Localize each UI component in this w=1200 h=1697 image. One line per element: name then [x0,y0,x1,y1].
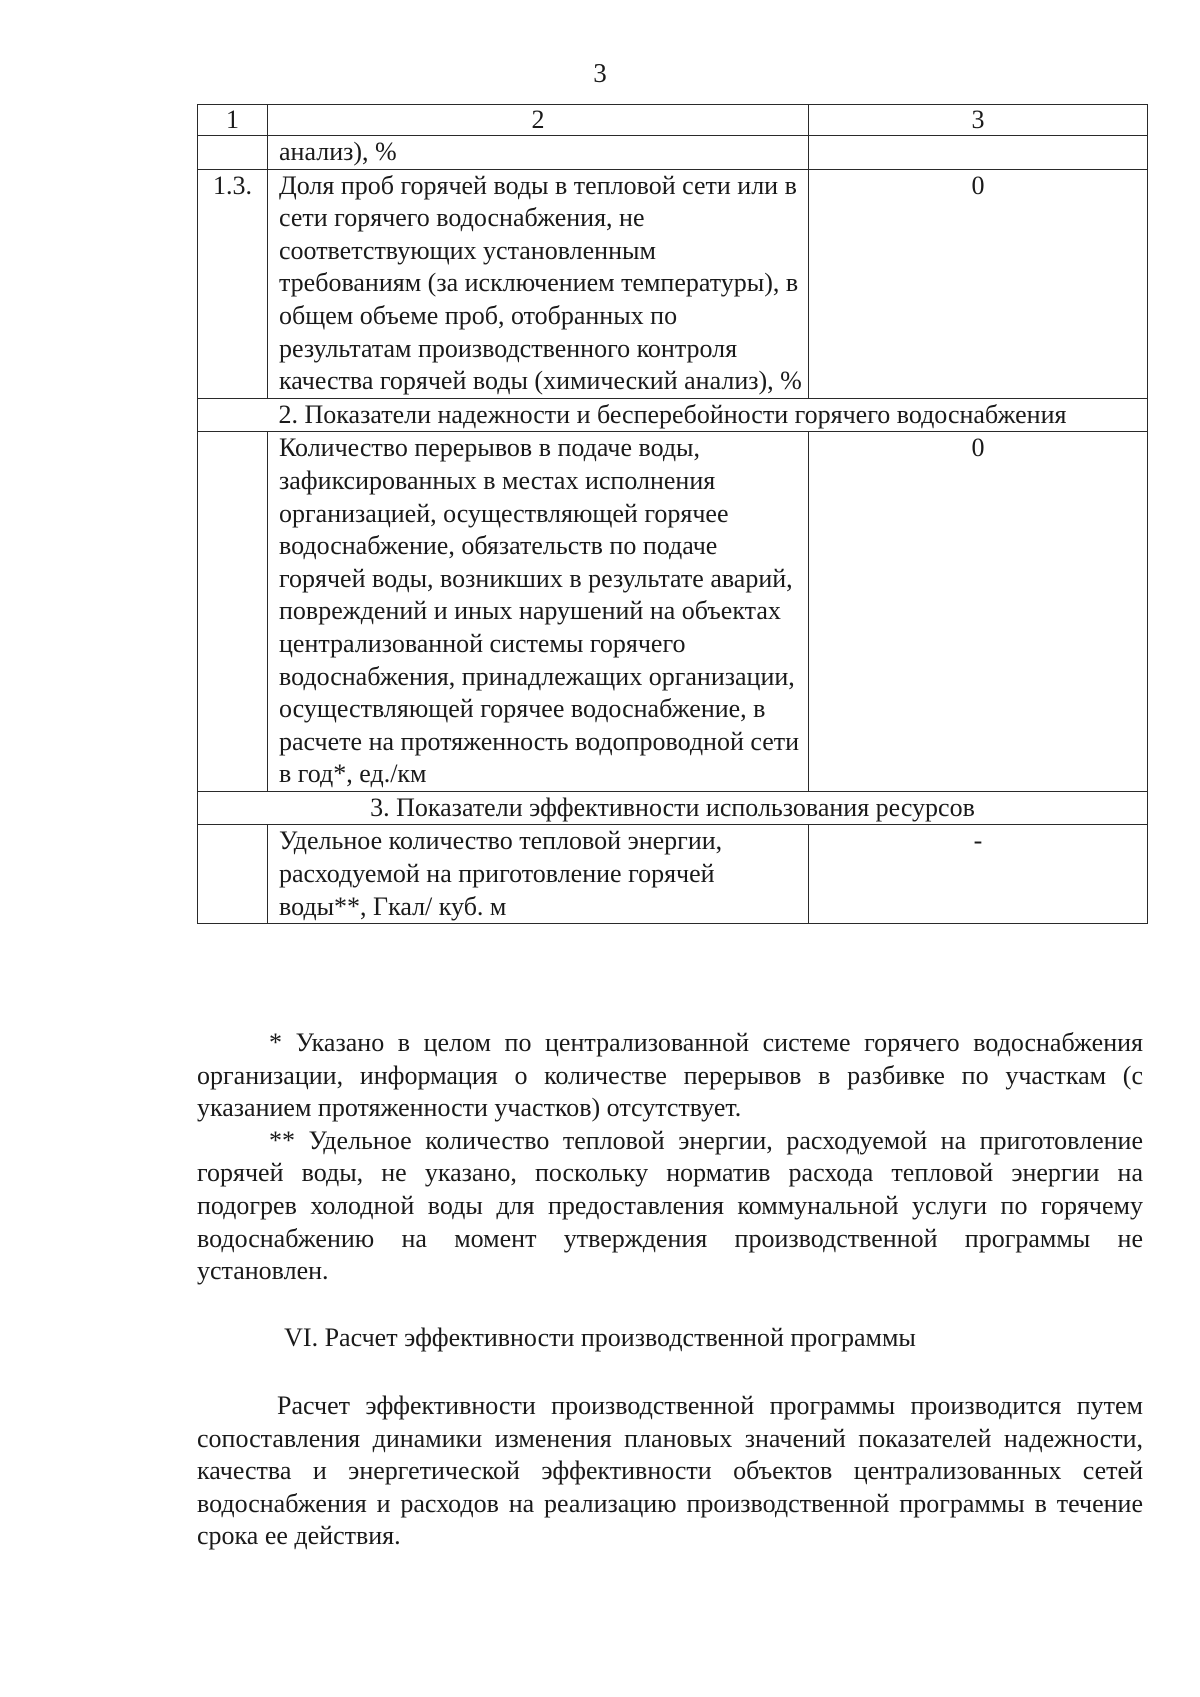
row-number: 1.3. [198,169,268,398]
indicator-value [809,136,1148,170]
indicator-name: Доля проб горячей воды в тепловой сети или в сети горячего водоснабжения, не соответствующих установленным требованиям (за исключением температуры), в общем объеме проб, отобранных по результатам производственного контроля качества горячей воды (химический анализ), % [268,169,809,398]
page-number: 3 [593,58,607,88]
body-paragraph: Расчет эффективности производственной программы производится путем сопоставления динамики изменения плановых значений показателей надежности, качества и энергетической эффективности объектов централизованных сетей водоснабжения и расходов на реализацию производственной программы в течение срока ее действия. [197,1391,1143,1551]
section-title: 3. Показатели эффективности использования ресурсов [198,791,1148,825]
row-number [198,432,268,792]
indicator-name: Количество перерывов в подаче воды, зафиксированных в местах исполнения организацией, осуществляющей горячее водоснабжение, обязательств по подаче горячей воды, возникших в результате аварий, повреждений и иных нарушений на объектах централизованной системы горячего водоснабжения, принадлежащих организации, осуществляющей горячее водоснабжение, в расчете на протяженность водопроводной сети в год*, ед./км [268,432,809,792]
row-number [198,136,268,170]
footnote: * Указано в целом по централизованной системе горячего водоснабжения организации, информация о количестве перерывов в разбивке по участкам (с указанием протяженности участков) отсутствует. [197,1028,1143,1123]
row-number [198,825,268,924]
table-row [198,432,1148,792]
column-header: 2 [268,105,809,136]
table-row [198,169,1148,398]
section-row [198,791,1148,825]
footnotes [197,1027,1143,1288]
table-row [198,825,1148,924]
indicator-name: анализ), % [268,136,809,170]
table-header-row [198,105,1148,136]
section-title: 2. Показатели надежности и бесперебойности горячего водоснабжения [198,398,1148,432]
column-header: 1 [198,105,268,136]
section-row [198,398,1148,432]
footnote: ** Удельное количество тепловой энергии, расходуемой на приготовление горячей воды, не указано, поскольку норматив расхода тепловой энергии на подогрев холодной воды для предоставления коммунальной услуги по горячему водоснабжению на момент утверждения производственной программы не установлен. [197,1125,1143,1286]
indicator-name: Удельное количество тепловой энергии, расходуемой на приготовление горячей воды**, Гкал/ куб. м [268,825,809,924]
indicators-table [197,104,1148,924]
indicator-value: 0 [809,432,1148,792]
indicator-value: 0 [809,169,1148,398]
section-heading: VI. Расчет эффективности производственной программы [284,1323,916,1352]
column-header: 3 [809,105,1148,136]
indicator-value: - [809,825,1148,924]
body-text [197,1390,1143,1553]
table-row [198,136,1148,170]
